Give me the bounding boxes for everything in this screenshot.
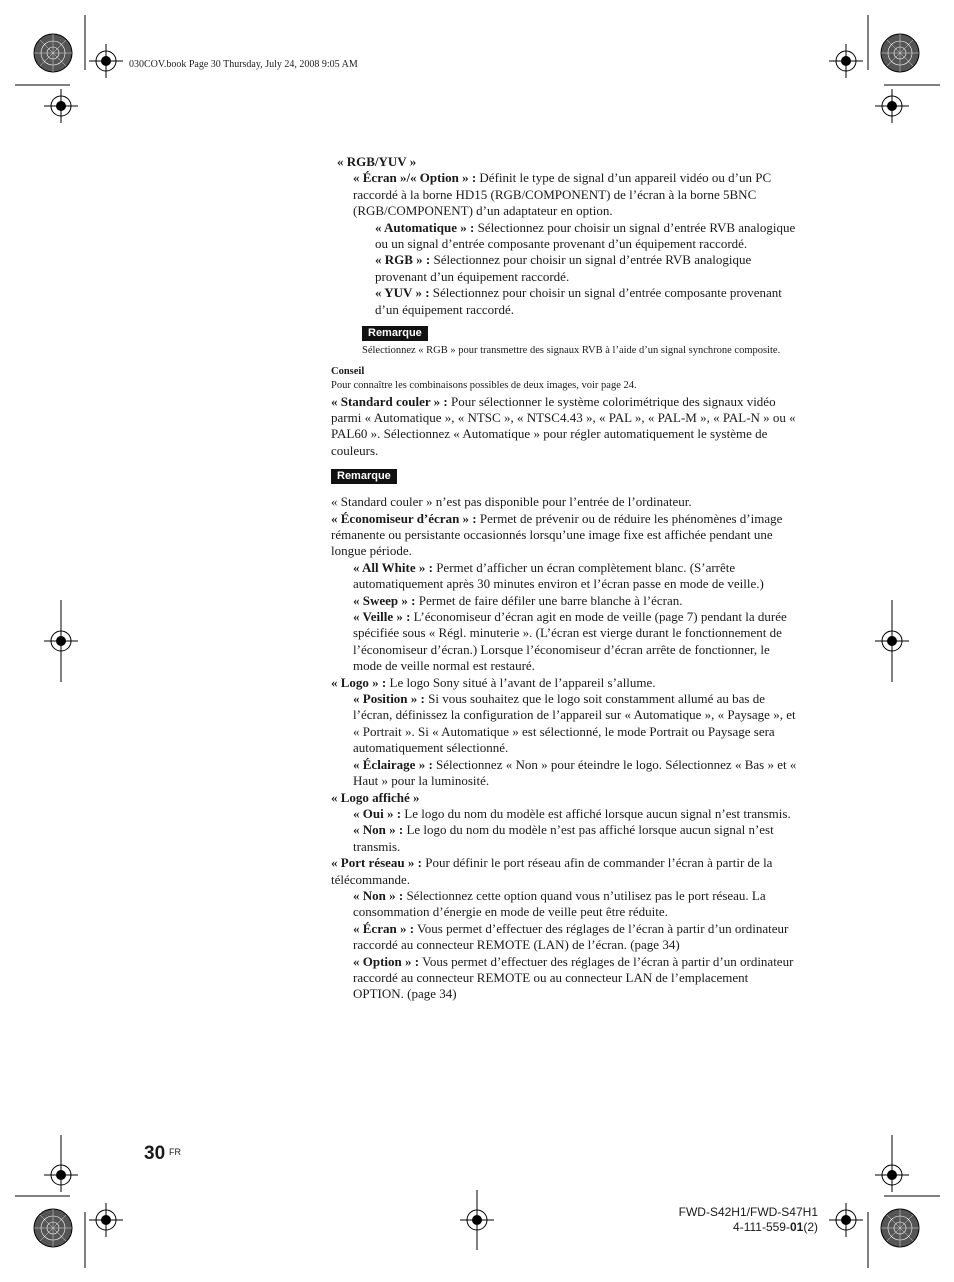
item-yuv: « YUV » : Sélectionnez pour choisir un signal d’entrée composante provenant d’un équipement raccordé. xyxy=(375,285,782,317)
page-number: 30 xyxy=(144,1143,166,1164)
item-oui: « Oui » : Le logo du nom du modèle est affiché lorsque aucun signal n’est transmis. xyxy=(353,805,791,821)
conseil-text: Pour connaître les combinaisons possibles de deux images, voir page 24. xyxy=(331,380,637,392)
item-standard-couleur: « Standard couler » : Pour sélectionner le système colorimétrique des signaux vidéo parmi « Automatique », « NTSC », « NTSC4.43 », « PAL », « PAL-M », « PAL-N » ou « PAL60 ». Sélectionnez « Automatique » pour régler automatiquement le système de couleurs. xyxy=(331,393,796,458)
item-non-logo: « Non » : Le logo du nom du modèle n’est pas affiché lorsque aucun signal n’est transmis. xyxy=(353,822,774,854)
manual-content xyxy=(331,154,801,1003)
item-eclairage: « Éclairage » : Sélectionnez « Non » pour éteindre le logo. Sélectionnez « Bas » et « Haut » pour la luminosité. xyxy=(353,756,797,789)
remarque-note-rgb: Sélectionnez « RGB » pour transmettre des signaux RVB à l’aide d’un signal synchrone composite. xyxy=(362,345,781,357)
remarque-badge: Remarque xyxy=(362,326,428,341)
model-info xyxy=(679,1205,818,1235)
item-non-port: « Non » : Sélectionnez cette option quand vous n’utilisez pas le port réseau. La consommation d’énergie en mode de veille peut être réduite. xyxy=(353,887,766,920)
item-rgb: « RGB » : Sélectionnez pour choisir un signal d’entrée RVB analogique provenant d’un équipement raccordé. xyxy=(375,252,752,284)
item-ecran-port: « Écran » : Vous permet d’effectuer des réglages de l’écran à partir d’un ordinateur raccordé au connecteur REMOTE (LAN) de l’écran. (page 34) xyxy=(353,920,789,953)
item-veille: « Veille » : L’économiseur d’écran agit en mode de veille (page 7) pendant la durée spécifiée sous « Régl. minuterie ». (L’écran est vierge durant le fonctionnement de l’économiseur d’écran.) Lorsque l’économiseur d’écran arrête de fonctionner, le mode de veille normal est restauré. xyxy=(353,609,787,674)
remarque-badge: Remarque xyxy=(331,469,397,484)
item-port-reseau: « Port réseau » : Pour définir le port réseau afin de commander l’écran à partir de la télécommande. xyxy=(331,855,773,887)
book-file-info: 030COV.book Page 30 Thursday, July 24, 2008 9:05 AM xyxy=(129,59,358,70)
item-position: « Position » : Si vous souhaitez que le logo soit constamment allumé au bas de l’écran, définissez la configuration de l’appareil sur « Automatique », « Paysage », et « Portrait ». Si « Automatique » est sélectionné, le mode Portrait ou Paysage sera automatiquement sélectionné. xyxy=(353,691,796,756)
section-logo-affiche: « Logo affiché » xyxy=(331,789,420,805)
model-name: FWD-S42H1/FWD-S47H1 xyxy=(678,1205,818,1219)
item-ecran-option: « Écran »/« Option » : Définit le type de signal d’un appareil vidéo ou d’un PC raccordé à la borne HD15 (RGB/COMPONENT) de l’écran à la borne 5BNC (RGB/COMPONENT) d’un adaptateur en option. xyxy=(353,170,772,219)
page-language: FR xyxy=(169,1147,181,1157)
item-option-port: « Option » : Vous permet d’effectuer des réglages de l’écran à partir d’un ordinateur raccordé au connecteur REMOTE ou au connecteur LAN de l’emplacement OPTION. (page 34) xyxy=(353,953,794,1002)
item-all-white: « All White » : Permet d’afficher un écran complètement blanc. (S’arrête automatiquement après 30 minutes environ et l’écran passe en mode de veille.) xyxy=(353,559,764,592)
document-code: 4-111-559-01(2) xyxy=(733,1220,818,1234)
item-automatique: « Automatique » : Sélectionnez pour choisir un signal d’entrée RVB analogique ou un signal d’entrée composante provenant d’un équipement raccordé. xyxy=(375,219,796,252)
conseil-heading: Conseil xyxy=(331,365,365,377)
remarque-note-standard: « Standard couler » n’est pas disponible pour l’entrée de l’ordinateur. xyxy=(331,494,692,510)
item-sweep: « Sweep » : Permet de faire défiler une barre blanche à l’écran. xyxy=(353,592,683,608)
remarque-badge-wrap xyxy=(331,324,801,341)
section-rgb-yuv: « RGB/YUV » xyxy=(337,154,417,169)
item-economiseur: « Économiseur d’écran » : Permet de prévenir ou de réduire les phénomènes d’image rémanente ou persistante occasionnés lorsqu’une image fixe est affichée pendant une longue période. xyxy=(331,510,783,559)
remarque-badge-wrap-2 xyxy=(331,467,801,484)
item-logo: « Logo » : Le logo Sony situé à l’avant de l’appareil s’allume. xyxy=(331,674,656,690)
